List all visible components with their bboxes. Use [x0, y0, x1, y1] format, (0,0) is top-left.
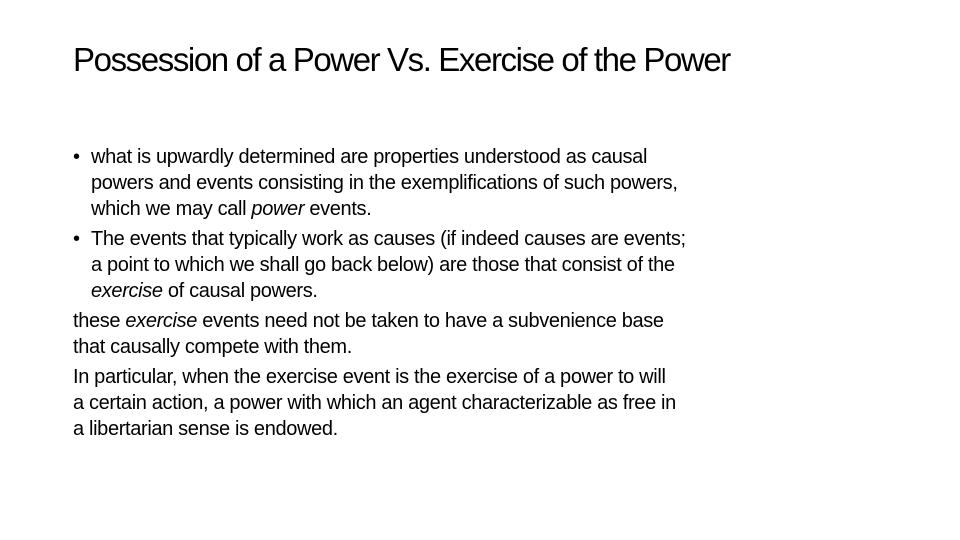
paragraph-line: that causally compete with them.	[73, 336, 352, 358]
bullet-text-line: what is upwardly determined are properties understood as causal	[91, 146, 648, 168]
bullet-icon: •	[73, 228, 80, 250]
paragraph-libertarian-power	[73, 364, 893, 442]
bullet-text-line: a point to which we shall go back below) are those that consist of the	[91, 254, 675, 276]
italic-term: exercise	[91, 280, 163, 302]
text-run: of causal powers.	[162, 280, 318, 302]
slide-title: Possession of a Power Vs. Exercise of the Power	[73, 41, 730, 78]
bullet-icon: •	[73, 146, 80, 168]
bullet-text-line	[91, 196, 893, 222]
text-run: events need not be taken to have a subvenience base	[197, 310, 664, 332]
paragraph-line: In particular, when the exercise event is the exercise of a power to will	[73, 366, 666, 388]
text-run: which we may call	[91, 198, 252, 220]
paragraph-exercise-events	[73, 308, 893, 360]
bullet-text-line: powers and events consisting in the exemplifications of such powers,	[91, 172, 678, 194]
paragraph-line	[73, 308, 893, 334]
text-run: events.	[304, 198, 372, 220]
paragraph-line: a libertarian sense is endowed.	[73, 418, 338, 440]
bullet-text-line	[91, 278, 893, 304]
bullet-item-upward-determination	[73, 144, 893, 222]
slide-body	[73, 144, 893, 446]
italic-term: exercise	[125, 310, 198, 332]
paragraph-line: a certain action, a power with which an agent characterizable as free in	[73, 392, 676, 414]
text-run: these	[73, 310, 126, 332]
bullet-item-causal-events	[73, 226, 893, 304]
bullet-text-line: The events that typically work as causes (if indeed causes are events;	[91, 228, 686, 250]
italic-term: power	[251, 198, 305, 220]
